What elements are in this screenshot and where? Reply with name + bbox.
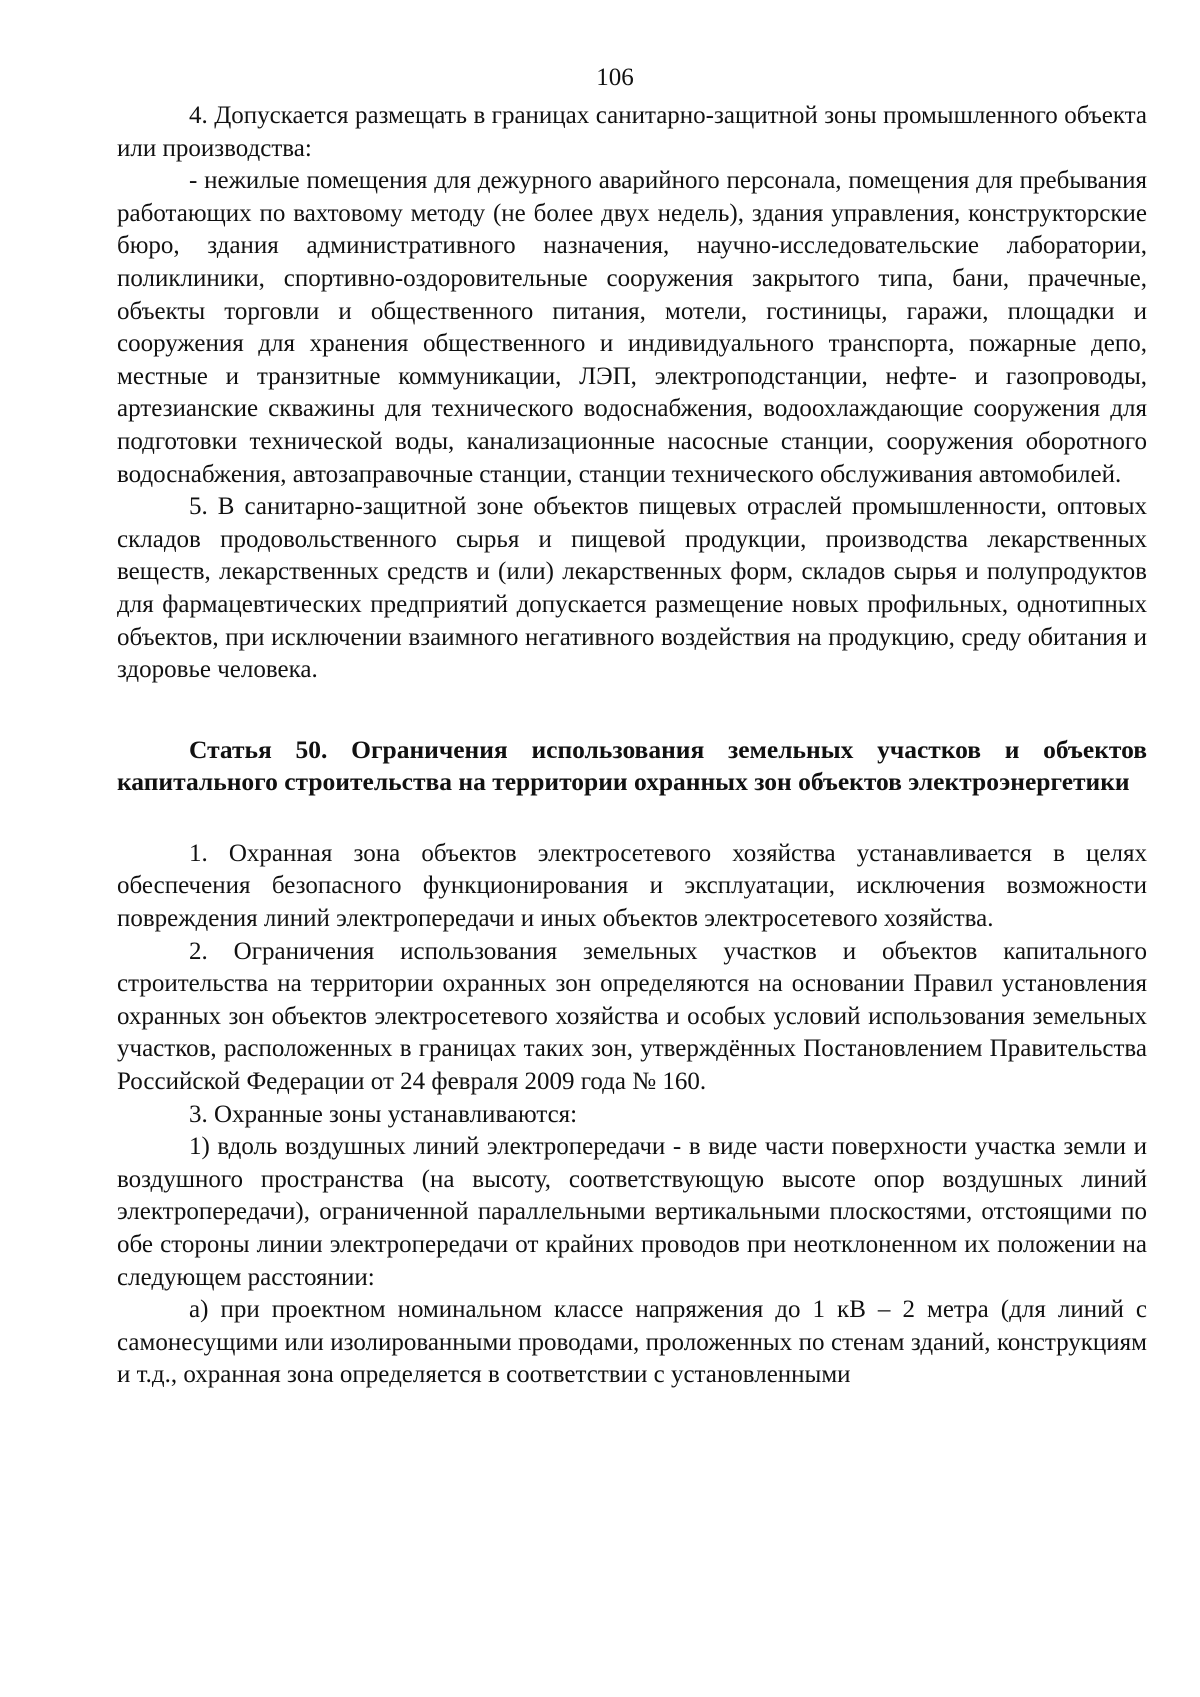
article-50-paragraph-3: 3. Охранные зоны устанавливаются: <box>189 1100 578 1128</box>
article-50-paragraph-1: 1. Охранная зона объектов электросетевого хозяйства устанавливается в целях обеспечения безопасного функционирования и эксплуатации, исключения возможности повреждения линий электропередачи и иных объектов электросетевого хозяйства. <box>117 839 1147 933</box>
paragraph-4-list: - нежилые помещения для дежурного аварийного персонала, помещения для пребывания работающих по вахтовому методу (не более двух недель), здания управления, конструкторские бюро, здания административного назначения, научно-исследовательские лаборатории, поликлиники, спортивно-оздоровительные сооружения закрытого типа, бани, прачечные, объекты торговли и общественного питания, мотели, гостиницы, гаражи, площадки и сооружения для хранения общественного и индивидуального транспорта, пожарные депо, местные и транзитные коммуникации, ЛЭП, электроподстанции, нефте- и газопроводы, артезианские скважины для технического водоснабжения, водоохлаждающие сооружения для подготовки технической воды, канализационные насосные станции, сооружения оборотного водоснабжения, автозаправочные станции, станции технического обслуживания автомобилей. <box>117 167 1147 488</box>
page-number: 106 <box>596 64 634 91</box>
article-50-paragraph-2: 2. Ограничения использования земельных участков и объектов капитального строительства на территории охранных зон определяются на основании Правил установления охранных зон объектов электросетевого хозяйства и особых условий использования земельных участков, расположенных в границах таких зон, утверждённых Постановлением Правительства Российской Федерации от 24 февраля 2009 года № 160. <box>117 937 1147 1096</box>
article-50-paragraph-3-1-a: а) при проектном номинальном классе напряжения до 1 кВ – 2 метра (для линий с самонесущими или изолированными проводами, проложенных по стенам зданий, конструкциям и т.д., охранная зона определяется в соответствии с установленными <box>117 1296 1147 1389</box>
document-body <box>117 100 1147 1392</box>
paragraph-5: 5. В санитарно-защитной зоне объектов пищевых отраслей промышленности, оптовых складов продовольственного сырья и пищевой продукции, производства лекарственных веществ, лекарственных средств и (или) лекарственных форм, складов сырья и полупродуктов для фармацевтических предприятий допускается размещение новых профильных, однотипных объектов, при исключении взаимного негативного воздействия на продукцию, среду обитания и здоровье человека. <box>117 493 1147 684</box>
paragraph-4: 4. Допускается размещать в границах санитарно-защитной зоны промышленного объекта или производства: <box>117 102 1147 162</box>
article-50-heading: Статья 50. Ограничения использования земельных участков и объектов капитального строительства на территории охранных зон объектов электроэнергетики <box>117 734 1147 797</box>
article-50-paragraph-3-1: 1) вдоль воздушных линий электропередачи - в виде части поверхности участка земли и воздушного пространства (на высоту, соответствующую высоте опор воздушных линий электропередачи), ограниченной параллельными вертикальными плоскостями, отстоящими по обе стороны линии электропередачи от крайних проводов при неотклоненном их положении на следующем расстоянии: <box>117 1133 1147 1291</box>
